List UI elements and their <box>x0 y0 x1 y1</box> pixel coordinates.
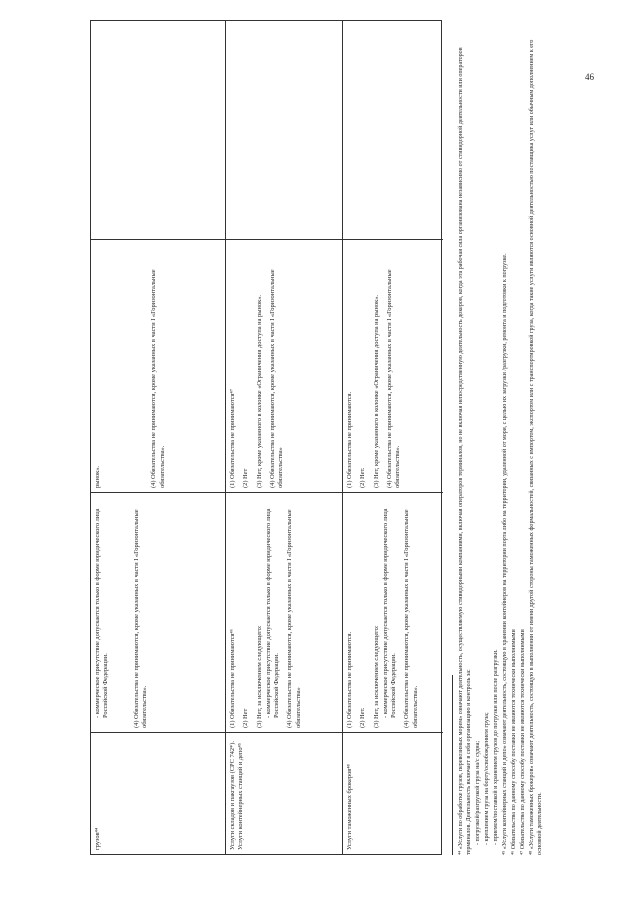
cell-paragraph: (4) Обязательства не принимаются, кроме указанных в части I «Горизонтальные обязательства». <box>150 269 166 488</box>
footnote-44: ⁴⁴ «Услуги по обработке грузов, перевозимых морем» означают деятельность, осуществляемую стивидорными компаниями, включая операторов терминалов, но не включая непосредственную деятельность докеров, когда эта рабочая сила организована независимо от стивидорной деятельности или операторов терминалов. Деятельность включает в себя организацию и контроль за: <box>458 47 472 855</box>
sector-cell: грузов⁴⁴ <box>91 732 225 854</box>
cell-paragraph: (4) Обязательства не принимаются, кроме указанных в части I «Горизонтальные обязательства». <box>403 509 419 728</box>
cell-paragraph: (4) Обязательства не принимаются, кроме указанных в части I «Горизонтальные обязательства» <box>268 269 285 488</box>
cell-paragraph: (4) Обязательства не принимаются, кроме указанных в части I «Горизонтальные обязательства». <box>132 509 148 728</box>
cell-bullet: - коммерческое присутствие допускается только в форме юридического лица Российской Федерации. <box>264 508 281 718</box>
cell-paragraph: (2) Нет. <box>359 707 367 728</box>
rotated-page-content <box>90 20 610 855</box>
table-row <box>226 21 343 854</box>
sector-cell: Услуги складов и пакгаузов (CPC 742*). Услуги контейнерных станций и депо⁴⁵ <box>226 732 342 854</box>
table-row <box>91 21 226 854</box>
footnote-separator <box>452 675 453 855</box>
additional-commitments-cell <box>343 19 443 239</box>
footnote-44-bullet: - приемом/поставкой и хранением грузов до погрузки или после разгрузки. <box>493 649 499 845</box>
cell-paragraph: рынок». <box>94 465 101 488</box>
cell-paragraph: (3) Нет, кроме указанного в колонке «Ограничения доступа на рынок». <box>255 294 263 488</box>
additional-commitments-cell <box>226 19 342 239</box>
cell-paragraph: (2) Нет. <box>359 467 367 488</box>
footnote-44-bullet: - креплением груза на борту/освобождением груза; <box>484 712 490 845</box>
cell-bullet: - коммерческое присутствие допускается только в форме юридического лица Российской Федерации. <box>94 508 110 718</box>
table-row <box>343 21 443 854</box>
footnote-44-bullet: - погрузкой/разгрузкой груза на/с судна; <box>475 740 481 845</box>
commitments-table <box>90 20 442 855</box>
footnotes <box>452 20 545 855</box>
cell-paragraph: (2) Нет <box>242 708 250 728</box>
sector-cell: Услуги таможенных брокеров⁴⁸ <box>343 732 443 854</box>
market-access-cell <box>91 492 225 732</box>
cell-paragraph: (3) Нет, за исключением следующего: <box>372 625 380 728</box>
footnote-45: ⁴⁵ «Услуги контейнерных станций и депо» означают деятельность, состоящую в хранении контейнеров на территории порта либо на территории, удаленной от моря, с целью их загрузки /разгрузки, ремонта и подготовки к погрузке. <box>502 253 508 855</box>
cell-paragraph: (1) Обязательства не принимаются⁴⁶ <box>229 629 236 728</box>
footnote-48: ⁴⁸ «Услуги таможенных брокеров» означают деятельность, состоящую в выполнении от имени другой стороны таможенных формальностей, связанных с импортом, экспортом или с транспортировкой груза, когда такие услуги являются основной деятельностью поставщика услуг или обычным дополнением к его основной деятельности. <box>529 39 543 855</box>
footnote-46: ⁴⁶ Обязательства по данному способу поставки не являются технически выполнимыми <box>511 629 517 855</box>
national-treatment-cell <box>226 239 342 492</box>
footnote-47: ⁴⁷ Обязательства по данному способу поставки не являются технически выполнимыми <box>520 629 526 855</box>
national-treatment-cell <box>91 239 225 492</box>
cell-paragraph: (3) Нет, кроме указанного в колонке «Ограничения доступа на рынок». <box>372 294 380 488</box>
cell-paragraph: (3) Нет, за исключением следующего: <box>255 625 263 728</box>
market-access-cell <box>226 492 342 732</box>
page-number: 46 <box>585 72 594 82</box>
cell-paragraph: (1) Обязательства не принимаются⁴⁷ <box>229 389 236 488</box>
cell-paragraph: (1) Обязательства не принимаются. <box>346 391 353 488</box>
cell-paragraph: (2) Нет <box>242 468 250 488</box>
national-treatment-cell <box>343 239 443 492</box>
cell-paragraph: (4) Обязательства не принимаются, кроме указанных в части I «Горизонтальные обязательства». <box>385 269 402 488</box>
cell-paragraph: (4) Обязательства не принимаются, кроме указанных в части I «Горизонтальные обязательства» <box>286 509 302 728</box>
market-access-cell <box>343 492 443 732</box>
cell-bullet: - коммерческое присутствие допускается только в форме юридического лица Российской Федерации. <box>381 508 398 718</box>
additional-commitments-cell <box>91 19 225 239</box>
cell-paragraph: (1) Обязательства не принимаются. <box>346 631 353 728</box>
